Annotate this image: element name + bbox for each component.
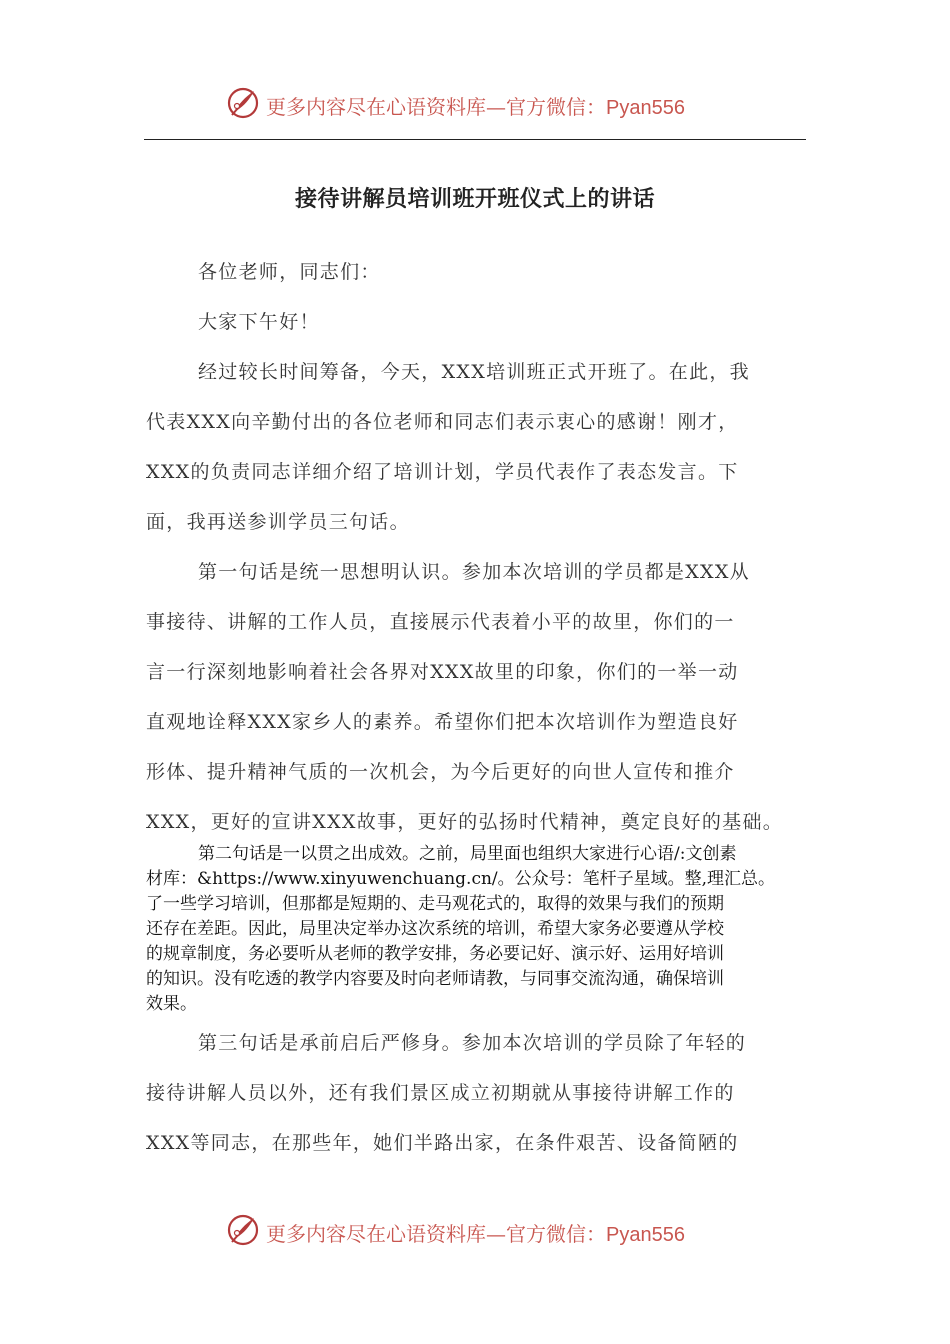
paragraph3-dense-block xyxy=(146,842,806,1017)
paragraph2-line: 直观地诠释XXX家乡人的素养。希望你们把本次培训作为塑造良好 xyxy=(146,711,739,733)
watermark-text: 更多内容尽在心语资料库—官方微信：Pyan556 xyxy=(266,95,685,119)
paragraph3-line: 的知识。没有吃透的教学内容要及时向老师请教，与同事交流沟通，确保培训 xyxy=(146,969,724,989)
paragraph1-line: 经过较长时间筹备，今天，XXX培训班正式开班了。在此，我 xyxy=(198,361,750,383)
paragraph3-line: 还存在差距。因此，局里决定举办这次系统的培训，希望大家务必要遵从学校 xyxy=(146,919,724,939)
paragraph4-line: 接待讲解人员以外，还有我们景区成立初期就从事接待讲解工作的 xyxy=(146,1082,735,1104)
paragraph3-line: 效果。 xyxy=(146,994,197,1014)
paragraph2-line: 形体、提升精神气质的一次机会，为今后更好的向世人宣传和推介 xyxy=(146,761,735,783)
paragraph1-line: 代表XXX向辛勤付出的各位老师和同志们表示衷心的感谢！刚才， xyxy=(146,411,739,433)
quill-logo-icon xyxy=(226,86,260,120)
paragraph2-line: 言一行深刻地影响着社会各界对XXX故里的印象，你们的一举一动 xyxy=(146,661,739,683)
watermark-wechat-id: Pyan556 xyxy=(606,1224,685,1246)
paragraph3-line: 第二句话是一以贯之出成效。之前，局里面也组织大家进行心语/:文创素 xyxy=(198,844,737,864)
paragraph2-line: 第一句话是统一思想明认识。参加本次培训的学员都是XXX从 xyxy=(198,561,750,583)
header-rule xyxy=(144,139,806,140)
paragraph2-line: XXX，更好的宣讲XXX故事，更好的弘扬时代精神，奠定良好的基础。 xyxy=(146,811,784,833)
paragraph3-line: 的规章制度，务必要听从老师的教学安排，务必要记好、演示好、运用好培训 xyxy=(146,944,724,964)
document-title: 接待讲解员培训班开班仪式上的讲话 xyxy=(294,187,655,212)
paragraph3-line: 了一些学习培训，但那都是短期的、走马观花式的，取得的效果与我们的预期 xyxy=(146,894,724,914)
paragraph4-line: 第三句话是承前启后严修身。参加本次培训的学员除了年轻的 xyxy=(198,1032,747,1054)
speech-body-lower xyxy=(146,1018,802,1168)
paragraph4-line: XXX等同志，在那些年，她们半路出家，在条件艰苦、设备简陋的 xyxy=(146,1132,739,1154)
footer-watermark xyxy=(0,1211,950,1251)
paragraph1-line: XXX的负责同志详细介绍了培训计划，学员代表作了表态发言。下 xyxy=(146,461,739,483)
watermark-text: 更多内容尽在心语资料库—官方微信：Pyan556 xyxy=(266,1222,685,1246)
paragraph2-line: 事接待、讲解的工作人员，直接展示代表着小平的故里，你们的一 xyxy=(146,611,735,633)
greeting: 各位老师，同志们： xyxy=(198,261,381,283)
header-watermark xyxy=(0,84,950,124)
watermark-wechat-id: Pyan556 xyxy=(606,97,685,119)
speech-body-upper xyxy=(146,247,802,847)
paragraph3-line: 材库：&https://www.xinyuwenchuang.cn/。公众号：笔杆子星域。整,理汇总。 xyxy=(146,869,776,889)
quill-logo-icon xyxy=(226,1213,260,1247)
salutation: 大家下午好！ xyxy=(198,311,320,333)
paragraph1-line: 面，我再送参训学员三句话。 xyxy=(146,511,410,533)
